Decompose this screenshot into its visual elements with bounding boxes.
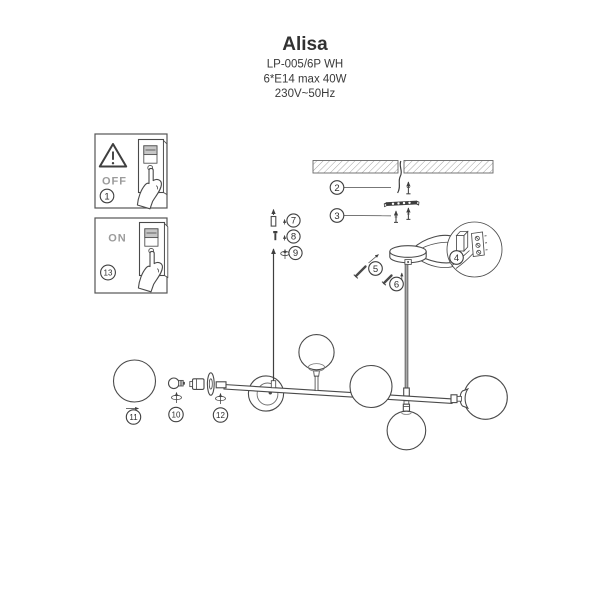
svg-text:6: 6 xyxy=(393,279,400,291)
svg-text:11: 11 xyxy=(129,412,138,422)
callout-4 xyxy=(450,251,464,265)
page-title: Alisa xyxy=(282,34,328,55)
power-off-box xyxy=(95,134,167,209)
svg-text:12: 12 xyxy=(216,410,225,420)
callout-8 xyxy=(285,230,301,243)
bulb-spec: 6*E14 max 40W xyxy=(263,73,347,86)
callout-9 xyxy=(281,246,302,259)
ceiling-section xyxy=(313,161,493,223)
rotate-icon-bulb xyxy=(172,393,182,404)
callout-7 xyxy=(285,214,301,227)
mounting-bracket xyxy=(384,201,420,208)
cable-pin xyxy=(273,231,277,240)
socket-disc xyxy=(207,373,214,395)
ceiling-hatch-left xyxy=(313,161,398,174)
light-bulb xyxy=(169,378,185,389)
svg-text:8: 8 xyxy=(290,231,297,243)
bar-end-fitting xyxy=(216,382,226,388)
rod-bar-connector xyxy=(404,388,410,396)
svg-text:10: 10 xyxy=(171,410,181,420)
callout-2 xyxy=(330,181,391,195)
spare-glass-globe xyxy=(114,360,156,402)
suspension-cable-parts xyxy=(271,210,302,260)
svg-text:7: 7 xyxy=(290,215,297,227)
callout-1 xyxy=(100,189,114,203)
svg-text:4: 4 xyxy=(453,252,460,264)
svg-text:13: 13 xyxy=(103,268,113,278)
svg-text:2: 2 xyxy=(334,182,340,194)
callout-3 xyxy=(330,209,391,223)
rotate-icon-socket xyxy=(216,394,226,405)
off-label: OFF xyxy=(102,175,127,188)
cable-coupler xyxy=(271,217,276,227)
power-on-box xyxy=(95,218,168,293)
glass-globe-hanging xyxy=(387,401,426,450)
callout-13 xyxy=(101,265,116,280)
svg-text:3: 3 xyxy=(334,210,340,222)
canopy xyxy=(390,246,426,265)
on-label: ON xyxy=(108,232,127,245)
canopy-assembly xyxy=(354,222,502,291)
terminal-block-cover xyxy=(457,232,468,252)
glass-globe-front xyxy=(350,366,392,408)
voltage-spec: 230V~50Hz xyxy=(274,88,336,100)
svg-text:9: 9 xyxy=(292,248,299,260)
callout-10 xyxy=(169,407,183,421)
callout-11 xyxy=(126,410,140,424)
terminal-detail-circle xyxy=(447,222,502,277)
callout-12 xyxy=(213,408,227,422)
glass-globe-back xyxy=(248,376,283,411)
canopy-rod xyxy=(405,264,408,388)
callout-5 xyxy=(369,262,383,276)
title-block xyxy=(263,34,346,100)
callout-6 xyxy=(390,277,404,291)
exclamation-dot xyxy=(112,162,114,164)
lamp-socket xyxy=(190,379,204,390)
lamp-fixture xyxy=(114,253,508,450)
glass-globe-right xyxy=(451,376,507,420)
model-number: LP-005/6P WH xyxy=(266,58,344,71)
glass-globe-top xyxy=(299,335,334,391)
bracket-screws xyxy=(394,208,410,222)
svg-text:5: 5 xyxy=(372,263,379,275)
svg-text:1: 1 xyxy=(104,191,110,203)
cable-bar-fitting xyxy=(271,381,275,388)
ceiling-hatch-right xyxy=(404,161,493,174)
anchor-screw xyxy=(406,182,410,194)
